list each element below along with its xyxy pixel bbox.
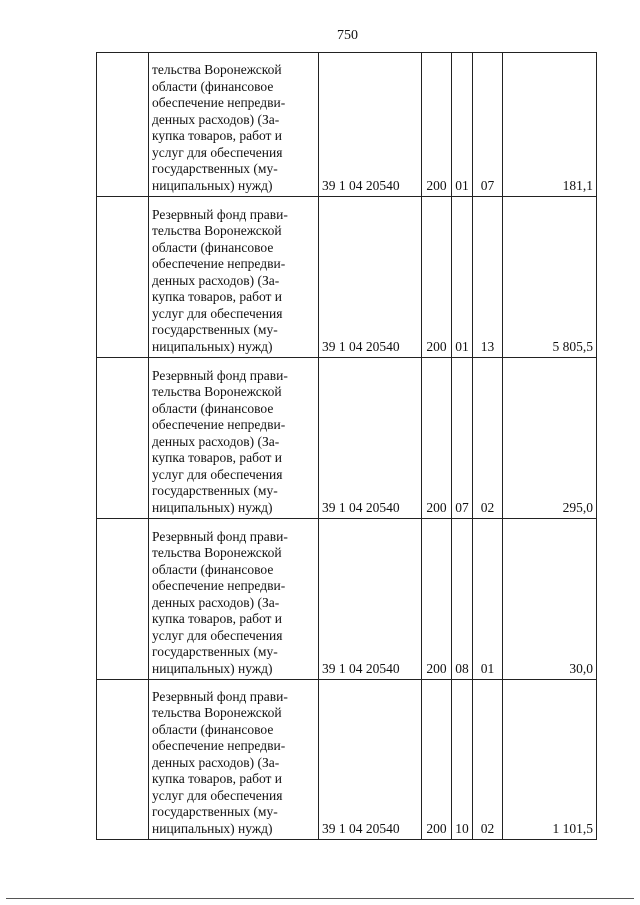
row-section: 10 bbox=[452, 680, 473, 840]
table-row bbox=[97, 358, 597, 519]
budget-table bbox=[96, 52, 597, 840]
row-description: Резервный фонд прави- тельства Воронежской области (финансовое обеспечение непредви- денных расходов) (За- купка товаров, работ и услуг для обеспечения государственных (му- ниципальных) нужд) bbox=[149, 519, 319, 680]
page-number: 750 bbox=[337, 28, 358, 43]
blank-cell bbox=[97, 53, 149, 197]
row-target-code: 39 1 04 20540 bbox=[319, 680, 422, 840]
row-description: Резервный фонд прави- тельства Воронежской области (финансовое обеспечение непредви- денных расходов) (За- купка товаров, работ и услуг для обеспечения государственных (му- ниципальных) нужд) bbox=[149, 680, 319, 840]
row-section: 01 bbox=[452, 53, 473, 197]
row-amount: 30,0 bbox=[503, 519, 597, 680]
row-description: Резервный фонд прави- тельства Воронежской области (финансовое обеспечение непредви- денных расходов) (За- купка товаров, работ и услуг для обеспечения государственных (му- ниципальных) нужд) bbox=[149, 197, 319, 358]
blank-cell bbox=[97, 680, 149, 840]
row-expense-type: 200 bbox=[422, 680, 452, 840]
row-subsection: 02 bbox=[473, 680, 503, 840]
row-amount: 5 805,5 bbox=[503, 197, 597, 358]
row-description: Резервный фонд прави- тельства Воронежской области (финансовое обеспечение непредви- денных расходов) (За- купка товаров, работ и услуг для обеспечения государственных (му- ниципальных) нужд) bbox=[149, 358, 319, 519]
row-expense-type: 200 bbox=[422, 197, 452, 358]
row-section: 01 bbox=[452, 197, 473, 358]
row-expense-type: 200 bbox=[422, 53, 452, 197]
row-amount: 295,0 bbox=[503, 358, 597, 519]
row-target-code: 39 1 04 20540 bbox=[319, 53, 422, 197]
row-target-code: 39 1 04 20540 bbox=[319, 358, 422, 519]
blank-cell bbox=[97, 358, 149, 519]
page-bottom-rule bbox=[6, 898, 634, 899]
row-subsection: 01 bbox=[473, 519, 503, 680]
row-target-code: 39 1 04 20540 bbox=[319, 519, 422, 680]
row-expense-type: 200 bbox=[422, 358, 452, 519]
row-expense-type: 200 bbox=[422, 519, 452, 680]
row-target-code: 39 1 04 20540 bbox=[319, 197, 422, 358]
row-amount: 181,1 bbox=[503, 53, 597, 197]
row-subsection: 13 bbox=[473, 197, 503, 358]
blank-cell bbox=[97, 197, 149, 358]
row-section: 07 bbox=[452, 358, 473, 519]
table-row bbox=[97, 197, 597, 358]
row-description: тельства Воронежской области (финансовое обеспечение непредви- денных расходов) (За- купка товаров, работ и услуг для обеспечения государственных (му- ниципальных) нужд) bbox=[149, 53, 319, 197]
table-row bbox=[97, 680, 597, 840]
row-amount: 1 101,5 bbox=[503, 680, 597, 840]
blank-cell bbox=[97, 519, 149, 680]
row-subsection: 07 bbox=[473, 53, 503, 197]
table-row bbox=[97, 519, 597, 680]
table-row bbox=[97, 53, 597, 197]
row-section: 08 bbox=[452, 519, 473, 680]
row-subsection: 02 bbox=[473, 358, 503, 519]
